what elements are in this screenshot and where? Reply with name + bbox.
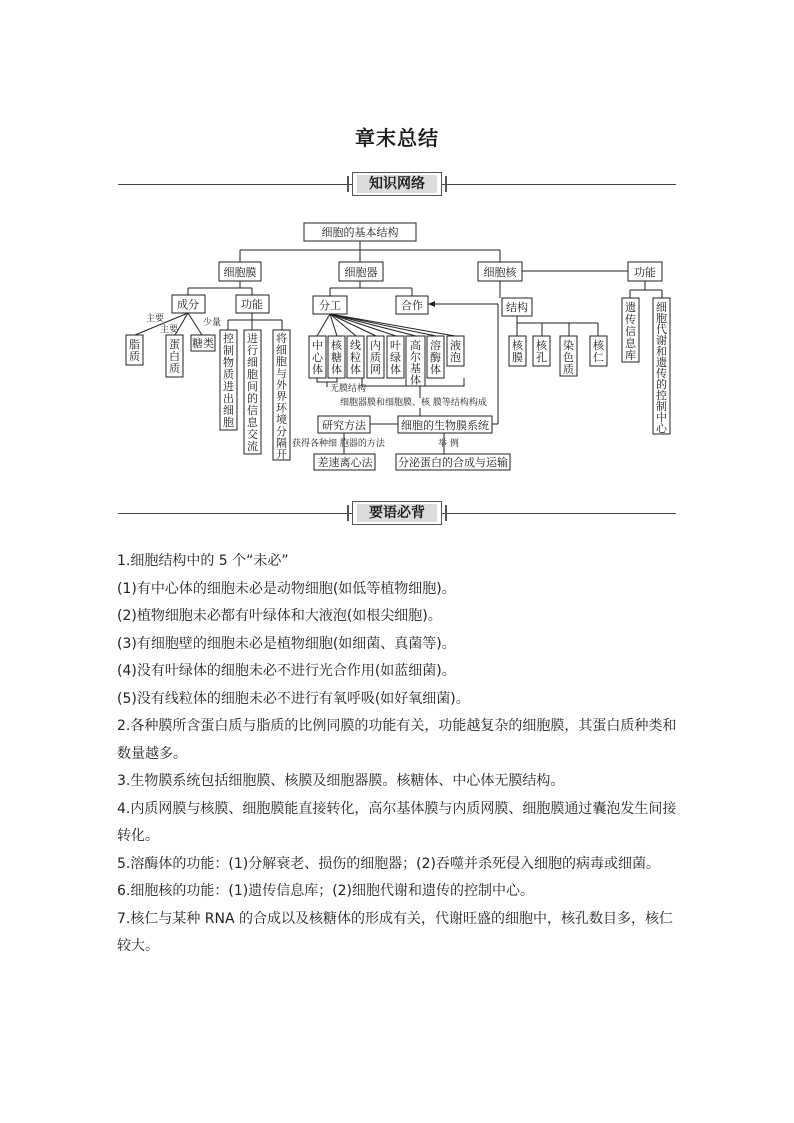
section-header-key-points [118, 501, 676, 527]
point-6: 6.细胞核的功能：(1)遗传信息库；(2)细胞代谢和遗传的控制中心。 [117, 883, 535, 899]
node-membrane-function: 功能 [241, 298, 263, 311]
node-vacuole: 液泡 [450, 339, 461, 364]
section-label: 知识网络 [357, 175, 437, 193]
node-division: 分工 [319, 299, 341, 312]
node-chromatin: 染色质 [563, 339, 574, 376]
node-sugar: 糖类 [192, 337, 214, 350]
point-7: 7.核仁与某种 RNA 的合成以及核糖体的形成有关，代谢旺盛的细胞中，核孔数目多，核仁较大。 [117, 910, 674, 954]
point-1-2: (2)植物细胞未必都有叶绿体和大液泡(如根尖细胞)。 [117, 608, 442, 624]
node-bio-membrane-system: 细胞的生物膜系统 [401, 419, 489, 432]
node-lipid: 脂质 [129, 338, 140, 363]
node-organelles: 细胞器 [344, 266, 378, 279]
node-mf3: 将细胞与外界环境分隔开 [276, 332, 287, 461]
label-no-membrane: 无膜结构 [330, 384, 367, 394]
node-nuclear-membrane: 核膜 [512, 339, 523, 364]
node-centrosome: 中心体 [312, 339, 323, 376]
node-research-method: 研究方法 [322, 419, 366, 432]
label-minor: 少量 [203, 318, 222, 328]
node-golgi: 高尔基体 [410, 339, 421, 387]
node-secretion: 分泌蛋白的合成与运输 [398, 456, 508, 469]
node-er: 内质网 [370, 339, 381, 376]
point-2: 2.各种膜所含蛋白质与脂质的比例同膜的功能有关，功能越复杂的细胞膜，其蛋白质种类和数量越多。 [117, 718, 677, 762]
label-membrane-system: 细胞器膜和细胞膜、核 膜等结构构成 [340, 398, 487, 408]
section-tag [352, 501, 442, 525]
node-chloroplast: 叶绿体 [390, 339, 401, 376]
label-example: 举 例 [438, 439, 459, 449]
point-3: 3.生物膜系统包括细胞膜、核膜及细胞器膜。核糖体、中心体无膜结构。 [117, 773, 565, 789]
node-nucleus: 细胞核 [483, 266, 517, 279]
point-1: 1.细胞结构中的 5 个“未必” [117, 553, 289, 569]
section-tag [352, 172, 442, 196]
node-composition: 成分 [177, 298, 199, 311]
label-main-2: 主要 [160, 325, 179, 335]
point-1-4: (4)没有叶绿体的细胞未必不进行光合作用(如蓝细菌)。 [117, 663, 456, 679]
page-title: 章末总结 [355, 126, 439, 150]
section-label: 要语必背 [357, 504, 437, 522]
concept-map [0, 210, 794, 480]
node-genetic-library: 遗传信息库 [625, 301, 636, 362]
node-membrane: 细胞膜 [223, 266, 257, 279]
node-nuclear-pore: 核孔 [536, 339, 547, 364]
node-nucleolus: 核仁 [593, 339, 604, 364]
node-mitochondria: 线粒体 [350, 339, 361, 376]
label-main-1: 主要 [146, 314, 165, 324]
node-cooperation: 合作 [401, 299, 423, 312]
point-1-1: (1)有中心体的细胞未必是动物细胞(如低等植物细胞)。 [117, 580, 456, 597]
node-mf1: 控制物质进出细胞 [223, 332, 234, 429]
point-1-3: (3)有细胞壁的细胞未必是植物细胞(如细菌、真菌等)。 [117, 635, 456, 652]
label-method: 获得各种细 胞器的方法 [292, 439, 385, 449]
section-header-network [118, 172, 676, 198]
key-points-list [117, 548, 679, 961]
point-5: 5.溶酶体的功能：(1)分解衰老、损伤的细胞器；(2)吞噬并杀死侵入细胞的病毒或细菌。 [117, 855, 661, 872]
node-protein: 蛋白质 [169, 338, 180, 375]
node-mf2: 进行细胞间的信息交流 [247, 332, 258, 453]
point-1-5: (5)没有线粒体的细胞未必不进行有氧呼吸(如好氧细菌)。 [117, 690, 470, 707]
node-ribosome: 核糖体 [331, 339, 342, 376]
node-function: 功能 [634, 266, 656, 279]
node-control-center: 细胞代谢和遗传的控制中心 [656, 301, 667, 435]
node-centrifugation: 差速离心法 [317, 456, 373, 469]
node-structure: 结构 [506, 301, 528, 314]
point-4: 4.内质网膜与核膜、细胞膜能直接转化，高尔基体膜与内质网膜、细胞膜通过囊泡发生间接转化。 [117, 800, 677, 844]
node-root: 细胞的基本结构 [321, 226, 399, 239]
node-lysosome: 溶酶体 [430, 339, 441, 376]
